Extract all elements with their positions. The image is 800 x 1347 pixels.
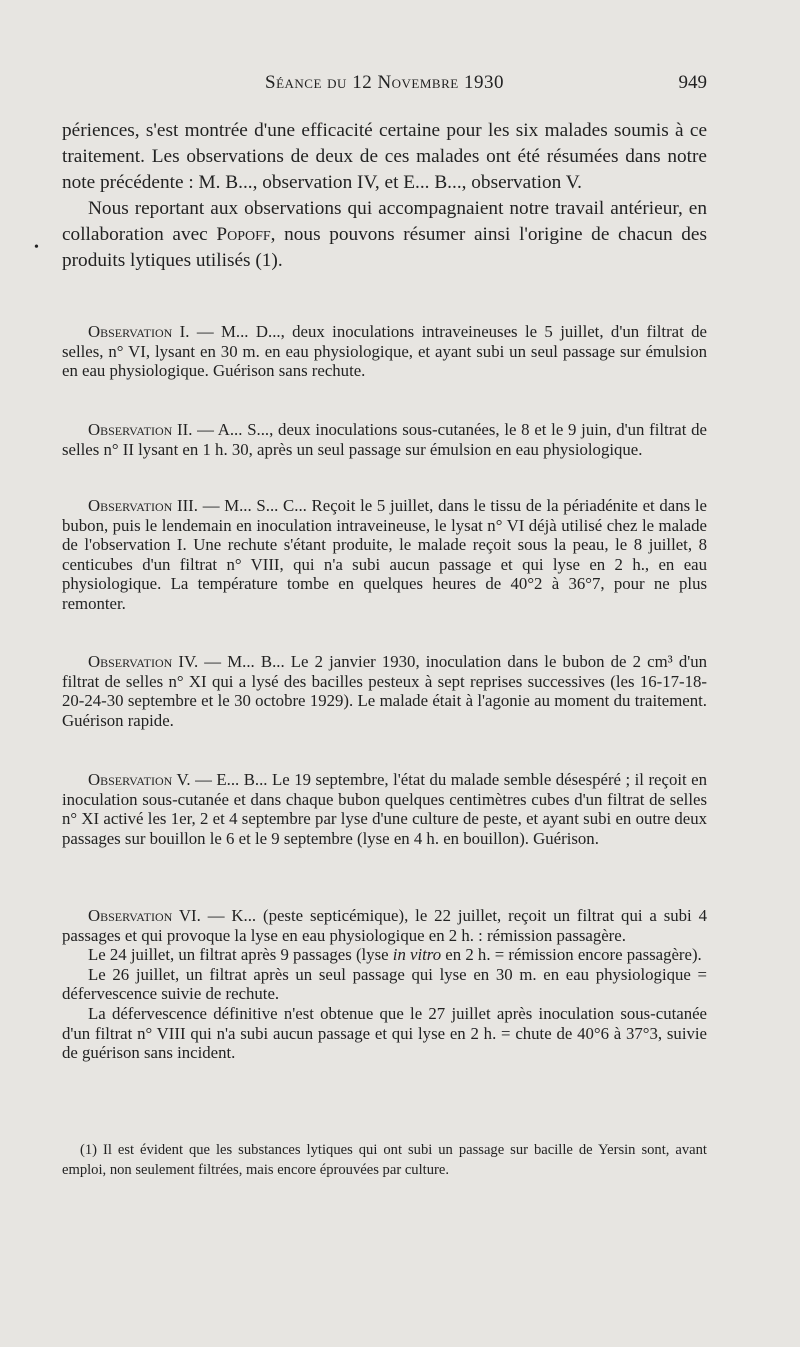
observation-text: — M... S... C... Reçoit le 5 juillet, dans le tissu de la périadénite et dans le bubon, puis le lendemain en inoculation intraveineuse, le lysat n° VI déjà utilisé chez le malade de l'observation I. Une rechute s'étant produite, le malade reçoit sous la peau, le 8 juillet, 8 centicubes d'un filtrat n° VIII, qui n'a subi aucun passage et qui lyse en 2 h., en eau physiologique. La température tombe en quelques heures de 40°2 à 36°7, pour ne plus remonter. bbox=[62, 496, 707, 613]
intro-p2-start: Nous reportant aux observations qui accompagnaient notre travail antérieur, en collaboration avec bbox=[62, 198, 707, 245]
obs6-p2-start: Le 24 juillet, un filtrat après 9 passages (lyse bbox=[88, 945, 393, 965]
observation-heading: Observation I. bbox=[88, 322, 190, 341]
intro-text bbox=[62, 118, 707, 274]
observation-6-paragraph-2 bbox=[62, 945, 707, 965]
intro-paragraph-1: périences, s'est montrée d'une efficacité certaine pour les six malades soumis à ce traitement. Les observations de deux de ces malades ont été résumées dans notre note précédente : M. B..., observation IV, et E... B..., observation V. bbox=[62, 120, 707, 193]
observation-text: — E... B... Le 19 septembre, l'état du malade semble désespéré ; il reçoit en inoculation sous-cutanée et dans chaque bubon quelques centimètres cubes d'un filtrat de selles n° XI activé les 1er, 2 et 4 septembre par lyse d'une culture de peste, et ayant subi en outre deux passages sur bouillon le 6 et le 9 septembre (lyse en 4 h. en bouillon). Guérison. bbox=[62, 770, 707, 848]
observation-heading: Observation III. bbox=[88, 496, 198, 515]
observation-2 bbox=[62, 420, 707, 459]
observation-text: — A... S..., deux inoculations sous-cutanées, le 8 et le 9 juin, d'un filtrat de selles n° II lysant en 1 h. 30, après un seul passage sur émulsion en eau physiologique. bbox=[62, 420, 707, 459]
intro-paragraph-2 bbox=[62, 196, 707, 274]
page-number: 949 bbox=[678, 72, 707, 93]
intro-p2-end: , nous pouvons résumer ainsi l'origine de chacun des produits lytiques utilisés (1). bbox=[62, 224, 707, 271]
footnote bbox=[62, 1140, 707, 1180]
observation-heading: Observation II. bbox=[88, 420, 193, 439]
obs6-p2-end: en 2 h. = rémission encore passagère). bbox=[441, 945, 702, 965]
observation-heading: Observation IV. bbox=[88, 652, 199, 671]
obs6-in-vitro: in vitro bbox=[392, 945, 442, 965]
observation-6-paragraph-3: Le 26 juillet, un filtrat après un seul passage qui lyse en 30 m. en eau physiologique = défervescence suivie de rechute. bbox=[62, 964, 707, 1004]
observation-text: — M... B... Le 2 janvier 1930, inoculation dans le bubon de 2 cm³ d'un filtrat de selles n° XI qui a lysé des bacilles pesteux à sept reprises successives (les 16-17-18-20-24-30 septembre et le 30 octobre 1929). Le malade était à l'agonie au moment du traitement. Guérison rapide. bbox=[62, 652, 708, 730]
observation-3 bbox=[62, 496, 707, 614]
margin-mark: • bbox=[34, 240, 39, 255]
observation-heading: Observation VI. bbox=[88, 906, 201, 925]
page-header bbox=[62, 72, 707, 102]
observation-heading: Observation V. bbox=[88, 770, 191, 789]
observation-text: — K... (peste septicémique), le 22 juillet, reçoit un filtrat qui a subi 4 passages et qui provoque la lyse en eau physiologique en 2 h. : rémission passagère. bbox=[62, 906, 708, 945]
footnote-text: (1) Il est évident que les substances lytiques qui ont subi un passage sur bacille de Yersin sont, avant emploi, non seulement filtrées, mais encore éprouvées par culture. bbox=[62, 1142, 707, 1178]
observation-6-paragraph-4: La défervescence définitive n'est obtenue que le 27 juillet après inoculation sous-cutanée d'un filtrat n° VIII qui n'a subi aucun passage et qui lyse en 2 h. = chute de 40°6 à 37°3, suivie de guérison sans incident. bbox=[62, 1003, 707, 1063]
observation-4 bbox=[62, 652, 707, 730]
observation-1 bbox=[62, 322, 707, 381]
observation-5 bbox=[62, 770, 707, 848]
author-name: Popoff bbox=[216, 224, 271, 245]
running-title: Séance du 12 Novembre 1930 bbox=[265, 72, 504, 93]
observation-6 bbox=[62, 906, 707, 1063]
observation-text: — M... D..., deux inoculations intraveineuses le 5 juillet, d'un filtrat de selles, n° VI, lysant en 30 m. en eau physiologique, et ayant subi un seul passage sur émulsion en eau physiologique. Guérison sans rechute. bbox=[62, 322, 707, 381]
